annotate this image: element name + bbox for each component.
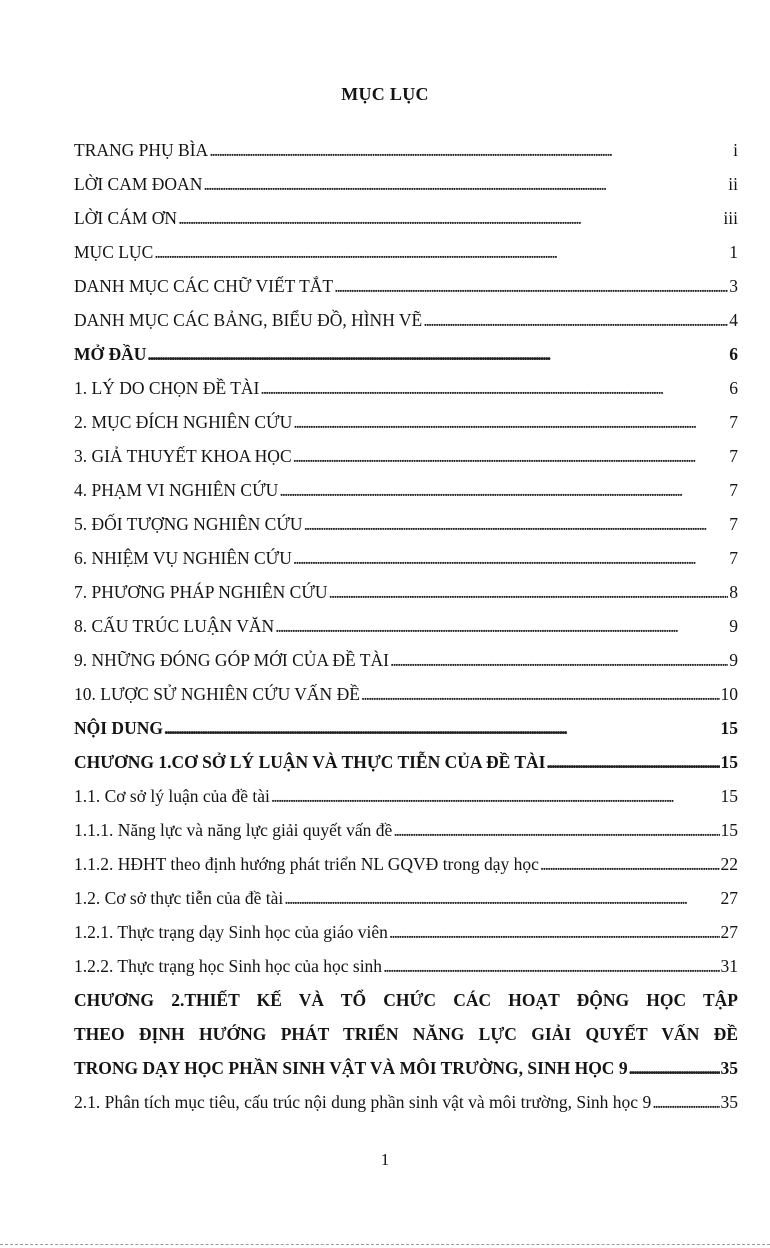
- toc-entry-2-1[interactable]: [74, 1085, 738, 1119]
- leader-dots: [275, 609, 728, 643]
- toc-page-number: 9: [729, 616, 738, 636]
- toc-entry[interactable]: [74, 915, 738, 949]
- toc-page-number: 15: [720, 786, 738, 806]
- toc-entry-title: MỞ ĐẦU: [74, 344, 147, 364]
- toc-entry[interactable]: [74, 847, 738, 881]
- toc-entry-title: 6. NHIỆM VỤ NGHIÊN CỨU: [74, 548, 292, 568]
- toc-entry[interactable]: [74, 133, 738, 167]
- toc-entry-title: LỜI CAM ĐOAN: [74, 174, 203, 194]
- toc-entry-title: CHƯƠNG 1.CƠ SỞ LÝ LUẬN VÀ THỰC TIỄN CỦA ĐỀ TÀI: [74, 752, 546, 772]
- chapter-2-title-line-2: THEO ĐỊNH HƯỚNG PHÁT TRIỂN NĂNG LỰC GIẢI QUYẾT VẤN ĐỀ: [74, 1024, 738, 1044]
- toc-page-number: 15: [720, 718, 738, 738]
- toc-entry-title: 7. PHƯƠNG PHÁP NGHIÊN CỨU: [74, 582, 328, 602]
- toc-page-number: 4: [729, 310, 738, 330]
- toc-entry-title: 1.2.1. Thực trạng dạy Sinh học của giáo viên: [74, 922, 388, 942]
- toc-page-number: 7: [729, 514, 738, 534]
- toc-page-number: 7: [729, 446, 738, 466]
- leader-dots: [334, 269, 728, 303]
- toc-entry[interactable]: [74, 371, 738, 405]
- toc-page-number: 15: [720, 820, 738, 840]
- leader-dots: [546, 745, 719, 779]
- toc-entry-title: 1.1.2. HĐHT theo định hướng phát triển NL GQVĐ trong dạy học: [74, 854, 539, 874]
- toc-entry[interactable]: [74, 711, 738, 745]
- toc-page-number: 27: [720, 922, 738, 942]
- toc-page-number: 6: [729, 344, 738, 364]
- toc-page-number: 35: [720, 1058, 738, 1078]
- toc-page-number: 7: [729, 412, 738, 432]
- toc-page-number: 35: [720, 1092, 738, 1112]
- toc-entry-title: 1.1. Cơ sở lý luận của đề tài: [74, 786, 270, 806]
- toc-entry-title: DANH MỤC CÁC BẢNG, BIỂU ĐỒ, HÌNH VẼ: [74, 310, 423, 330]
- leader-dots: [164, 711, 720, 745]
- toc-entry-title: 1.2. Cơ sở thực tiễn của đề tài: [74, 888, 284, 908]
- toc-page-number: 31: [720, 956, 738, 976]
- toc-entry-title: DANH MỤC CÁC CHỮ VIẾT TẮT: [74, 276, 334, 296]
- leader-dots: [361, 677, 720, 711]
- toc-entry[interactable]: [74, 507, 738, 541]
- toc-entry[interactable]: [74, 167, 738, 201]
- toc-entry-title: LỜI CÁM ƠN: [74, 208, 178, 228]
- toc-page-number: 1: [729, 242, 738, 262]
- toc-entry[interactable]: [74, 779, 738, 813]
- toc-entry-title: 5. ĐỐI TƯỢNG NGHIÊN CỨU: [74, 514, 303, 534]
- toc-entry[interactable]: [74, 405, 738, 439]
- toc-entry-title: 1. LÝ DO CHỌN ĐỀ TÀI: [74, 378, 260, 398]
- toc-entry[interactable]: [74, 269, 738, 303]
- leader-dots: [293, 541, 728, 575]
- toc-entry-title: 2.1. Phân tích mục tiêu, cấu trúc nội dung phần sinh vật và môi trường, Sinh học 9: [74, 1092, 652, 1112]
- leader-dots: [284, 881, 719, 915]
- leader-dots: [260, 371, 728, 405]
- toc-page-number: 6: [729, 378, 738, 398]
- toc-entry[interactable]: [74, 881, 738, 915]
- toc-entry-title: 1.2.2. Thực trạng học Sinh học của học sinh: [74, 956, 383, 976]
- chapter-2-title-line-3-text: TRONG DẠY HỌC PHẦN SINH VẬT VÀ MÔI TRƯỜNG, SINH HỌC 9: [74, 1058, 628, 1078]
- toc-entry-title: MỤC LỤC: [74, 242, 154, 262]
- toc-entry[interactable]: [74, 303, 738, 337]
- toc-entry[interactable]: [74, 439, 738, 473]
- leader-dots: [178, 201, 722, 235]
- toc-page-number: iii: [723, 208, 738, 228]
- leader-dots: [203, 167, 727, 201]
- toc-entry[interactable]: [74, 643, 738, 677]
- leader-dots: [540, 847, 720, 881]
- toc-entry[interactable]: [74, 609, 738, 643]
- toc-entry-title: 3. GIẢ THUYẾT KHOA HỌC: [74, 446, 292, 466]
- leader-dots: [329, 575, 729, 609]
- toc-entry[interactable]: [74, 745, 738, 779]
- page-bottom-border: [0, 1244, 770, 1245]
- toc-page-number: i: [733, 140, 738, 160]
- toc-page-number: 15: [720, 752, 738, 772]
- leader-dots: [393, 813, 719, 847]
- leader-dots: [147, 337, 728, 371]
- leader-dots: [629, 1051, 720, 1085]
- toc-entry[interactable]: [74, 541, 738, 575]
- toc-entry[interactable]: [74, 949, 738, 983]
- toc-page-number: 27: [720, 888, 738, 908]
- toc-entry[interactable]: [74, 235, 738, 269]
- toc-page-number: 9: [729, 650, 738, 670]
- chapter-2-title-line-1: CHƯƠNG 2.THIẾT KẾ VÀ TỔ CHỨC CÁC HOẠT ĐỘNG HỌC TẬP: [74, 990, 738, 1010]
- leader-dots: [389, 915, 720, 949]
- leader-dots: [293, 439, 729, 473]
- leader-dots: [271, 779, 720, 813]
- toc-page-number: ii: [728, 174, 738, 194]
- toc-entry-title: NỘI DUNG: [74, 718, 163, 738]
- toc-entry-title: 4. PHẠM VI NGHIÊN CỨU: [74, 480, 279, 500]
- toc-page-number: 10: [720, 684, 738, 704]
- leader-dots: [383, 949, 719, 983]
- toc-entry-title: 10. LƯỢC SỬ NGHIÊN CỨU VẤN ĐỀ: [74, 684, 360, 704]
- toc-page-number: 22: [720, 854, 738, 874]
- toc-entry-title: 9. NHỮNG ĐÓNG GÓP MỚI CỦA ĐỀ TÀI: [74, 650, 389, 670]
- leader-dots: [652, 1085, 719, 1119]
- toc-entry-title: 2. MỤC ĐÍCH NGHIÊN CỨU: [74, 412, 293, 432]
- toc-entry[interactable]: [74, 677, 738, 711]
- leader-dots: [304, 507, 729, 541]
- leader-dots: [390, 643, 728, 677]
- toc-page-number: 7: [729, 480, 738, 500]
- page-title: MỤC LỤC: [341, 84, 429, 104]
- toc-page-number: 8: [729, 582, 738, 602]
- toc-page-number: 3: [729, 276, 738, 296]
- toc-entry[interactable]: [74, 575, 738, 609]
- toc-entry[interactable]: [74, 201, 738, 235]
- leader-dots: [423, 303, 728, 337]
- toc-entry-title: TRANG PHỤ BÌA: [74, 140, 209, 160]
- leader-dots: [209, 133, 732, 167]
- toc-entry[interactable]: [74, 473, 738, 507]
- toc-entry[interactable]: [74, 813, 738, 847]
- table-of-contents: [74, 133, 738, 1119]
- toc-entries: [74, 133, 738, 983]
- toc-page-number: 7: [729, 548, 738, 568]
- toc-entry-title: 8. CẤU TRÚC LUẬN VĂN: [74, 616, 275, 636]
- page-number: 1: [380, 1150, 390, 1169]
- toc-entry-title: 1.1.1. Năng lực và năng lực giải quyết vấn đề: [74, 820, 393, 840]
- toc-entry[interactable]: [74, 337, 738, 371]
- toc-entry-chapter-2[interactable]: [74, 983, 738, 1085]
- leader-dots: [154, 235, 728, 269]
- leader-dots: [279, 473, 728, 507]
- leader-dots: [293, 405, 728, 439]
- chapter-2-title-line-3: [74, 1051, 738, 1085]
